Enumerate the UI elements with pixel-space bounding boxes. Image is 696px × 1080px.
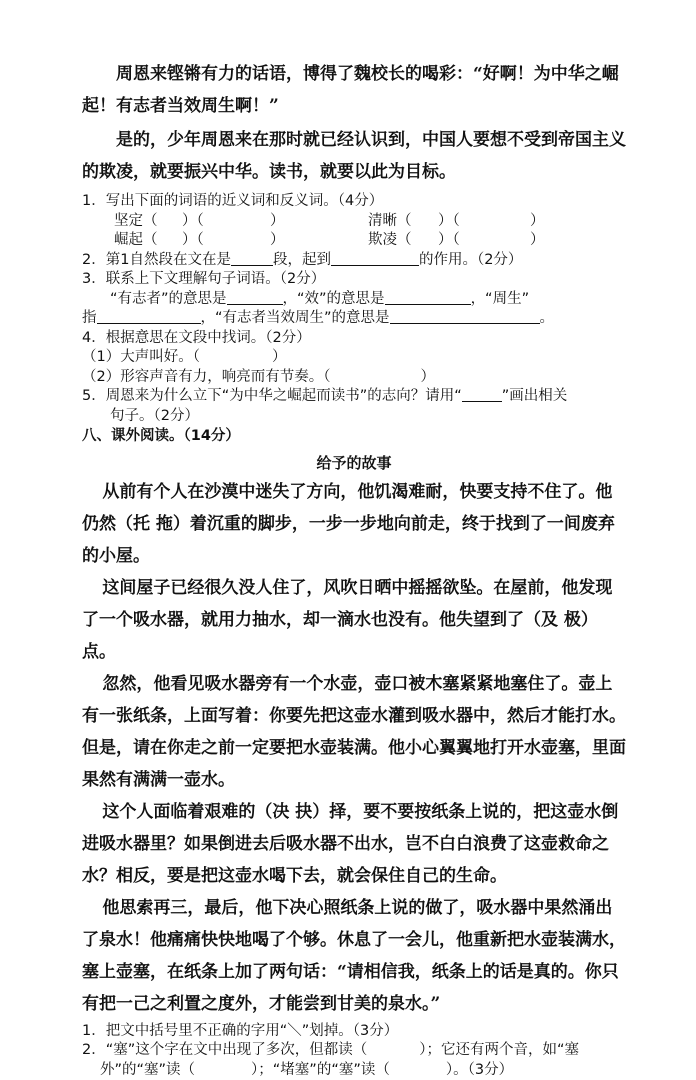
story bbox=[82, 476, 626, 1020]
story-question-2: 2．“塞”这个字在文中出现了多次，但都读（ ）；它还有两个音，如“塞 bbox=[82, 1041, 626, 1061]
answer-blank[interactable] bbox=[227, 290, 283, 305]
answer-blank[interactable] bbox=[97, 309, 201, 324]
answer-blank[interactable] bbox=[390, 309, 540, 324]
q1-paren: ）（ bbox=[162, 231, 250, 251]
story-paragraph: 他思索再三，最后，他下决心照纸条上说的做了，吸水器中果然涌出了泉水！他痛痛快快地喝了个够。休息了一会儿，他重新把水壶装满水，塞上壶塞，在纸条上加了两句话：“请相信我，纸条上的话是真的。你只有把一己之利置之度外，才能尝到甘美的泉水。” bbox=[82, 892, 626, 1020]
q3-line-1: “有志者”的意思是 ，“效”的意思是 ，“周生” bbox=[82, 290, 626, 310]
story-paragraph: 这个人面临着艰难的（决 抉）择，要不要按纸条上说的，把这壶水倒进吸水器里？如果倒进去后吸水器不出水，岂不白白浪费了这壶救命之水？相反，要是把这壶水喝下去，就会保住自己的生命。 bbox=[82, 796, 626, 892]
question-1: 1．写出下面的词语的近义词和反义词。（4分） bbox=[82, 192, 626, 212]
story-question-2-cont: 外”的“塞”读（ ）；“堵塞”的“塞”读（ ）。（3分） bbox=[82, 1061, 626, 1080]
questions bbox=[82, 192, 626, 447]
story-paragraph: 这间屋子已经很久没人住了，风吹日晒中摇摇欲坠。在屋前，他发现了一个吸水器，就用力抽水，却一滴水也没有。他失望到了（及 极）点。 bbox=[82, 572, 626, 668]
question-2: 2．第1自然段在文在是 段，起到 的作用。（2分） bbox=[82, 251, 626, 271]
story-paragraph: 忽然，他看见吸水器旁有一个水壶，壶口被木塞紧紧地塞住了。壶上有一张纸条，上面写着：你要先把这壶水灌到吸水器中，然后才能打水。但是，请在你走之前一定要把水壶装满。他小心翼翼地打开水壶塞，里面果然有满满一壶水。 bbox=[82, 668, 626, 796]
q1-paren: ）（ bbox=[416, 231, 506, 251]
answer-blank[interactable] bbox=[231, 251, 273, 266]
passage-paragraph-1: 周恩来铿锵有力的话语，博得了魏校长的喝彩：“好啊！为中华之崛起！有志者当效周生啊！” bbox=[82, 58, 626, 122]
q1-word: 欺凌（ bbox=[368, 231, 416, 251]
q4-item-1: （1）大声叫好。（ ） bbox=[82, 348, 626, 368]
q1-paren: ）（ bbox=[416, 212, 506, 232]
answer-blank[interactable] bbox=[385, 290, 471, 305]
q1-paren: ） bbox=[506, 212, 598, 232]
story-title: 给予的故事 bbox=[82, 452, 626, 473]
q1-word: 清晰（ bbox=[368, 212, 416, 232]
q1-row-2 bbox=[82, 231, 626, 251]
answer-blank[interactable] bbox=[331, 251, 419, 266]
story-question-1: 1．把文中括号里不正确的字用“＼”划掉。（3分） bbox=[82, 1022, 626, 1042]
q1-paren: ） bbox=[506, 231, 598, 251]
question-5: 5．周恩来为什么立下“为中华之崛起而读书”的志向？请用“ ”画出相关 bbox=[82, 387, 626, 407]
answer-blank bbox=[462, 387, 502, 402]
question-3: 3．联系上下文理解句子词语。（2分） bbox=[82, 270, 626, 290]
q4-item-2: （2）形容声音有力，响亮而有节奏。（ ） bbox=[82, 368, 626, 388]
q1-word: 坚定（ bbox=[114, 212, 162, 232]
story-paragraph: 从前有个人在沙漠中迷失了方向，他饥渴难耐，快要支持不住了。他仍然（托 拖）着沉重的脚步，一步一步地向前走，终于找到了一间废弃的小屋。 bbox=[82, 476, 626, 572]
q1-word: 崛起（ bbox=[114, 231, 162, 251]
q1-row-1 bbox=[82, 212, 626, 232]
q5-line-2: 句子。（2分） bbox=[82, 407, 626, 427]
q1-paren: ）（ bbox=[162, 212, 250, 232]
section-8-heading: 八、课外阅读。（14分） bbox=[82, 427, 626, 447]
q1-paren: ） bbox=[250, 231, 338, 251]
passage bbox=[82, 58, 626, 188]
passage-paragraph-2: 是的，少年周恩来在那时就已经认识到，中国人要想不受到帝国主义的欺凌，就要振兴中华。读书，就要以此为目标。 bbox=[82, 124, 626, 188]
q3-line-2: 指 ，“有志者当效周生”的意思是 。 bbox=[82, 309, 626, 329]
question-4: 4．根据意思在文段中找词。（2分） bbox=[82, 329, 626, 349]
q1-paren: ） bbox=[250, 212, 338, 232]
story-questions bbox=[82, 1022, 626, 1080]
